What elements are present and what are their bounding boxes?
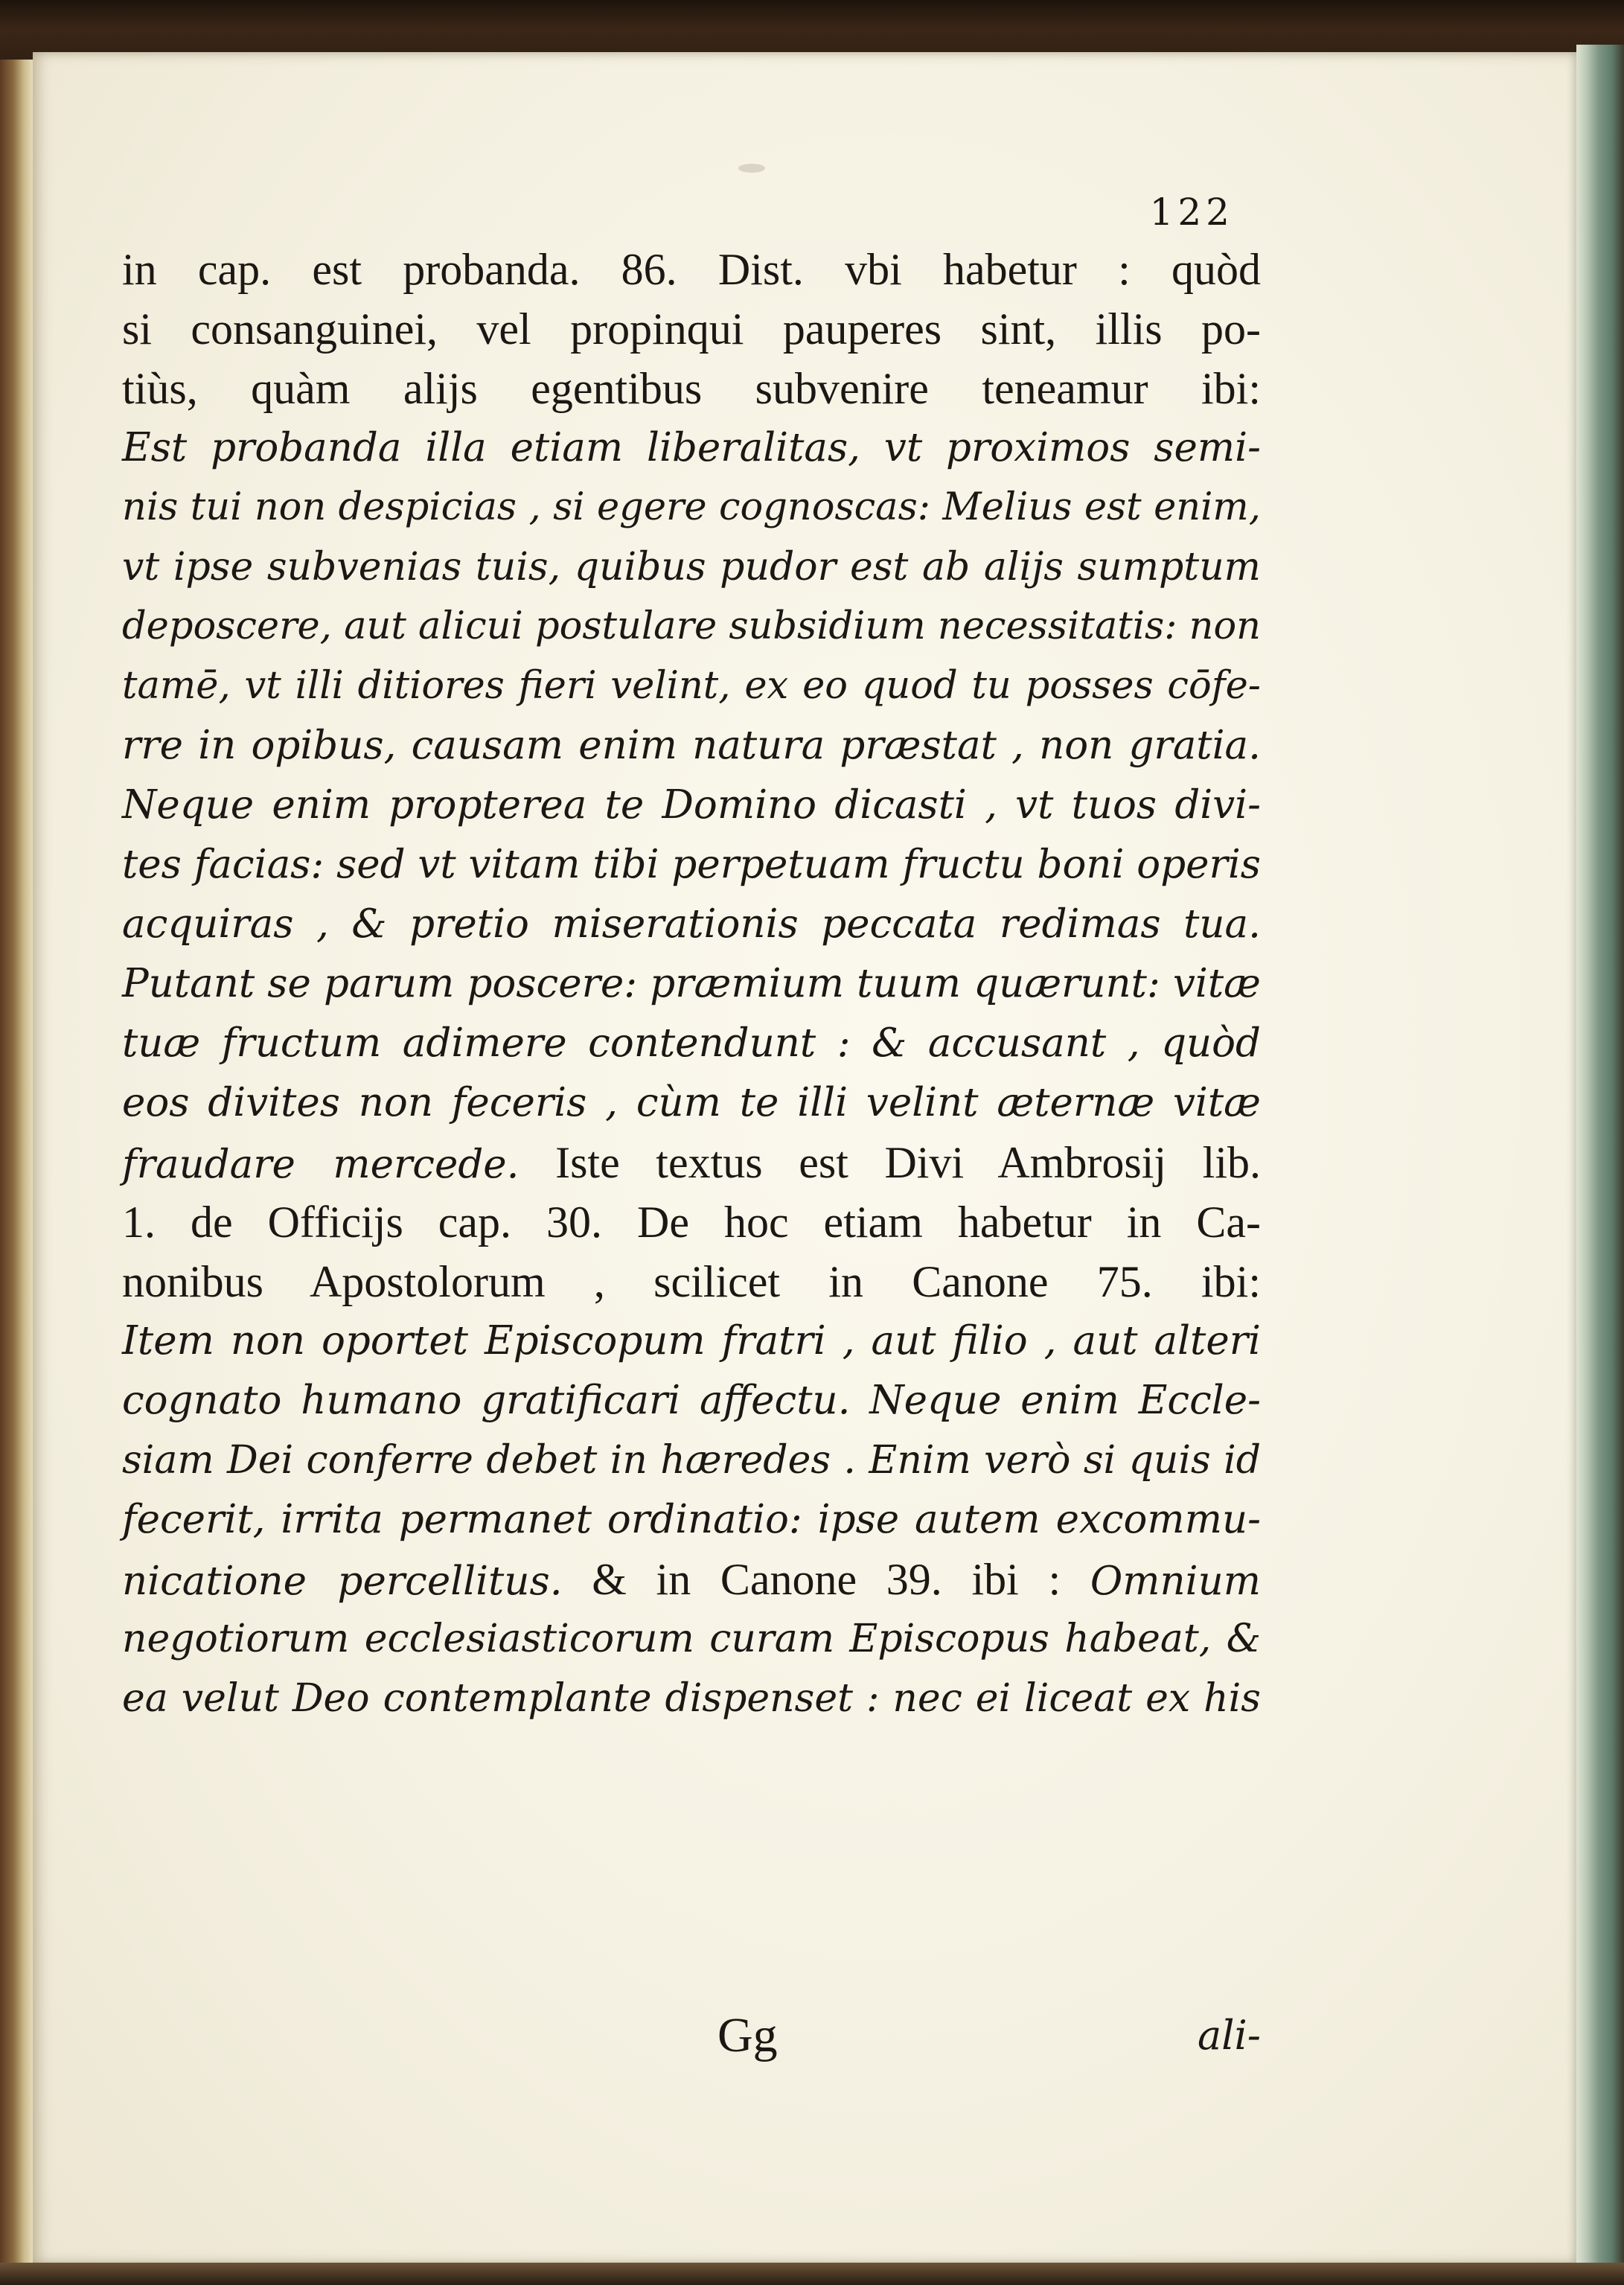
page-footer (122, 2002, 1261, 2069)
text-line: tuæ fructum adimere contendunt : & accusant , quòd (122, 1020, 1261, 1066)
roman-segment: Iste textus est Divi Ambrosij lib. (519, 1138, 1261, 1187)
catchword: ali- (1198, 2012, 1261, 2059)
text-line: Item non oportet Episcopum fratri , aut filio , aut alteri (122, 1318, 1261, 1364)
text-line: Neque enim propterea te Domino dicasti , vt tuos divi- (122, 782, 1261, 828)
text-line: fecerit, irrita permanet ordinatio: ipse autem excommu- (122, 1497, 1261, 1542)
italic-segment: Omnium (1090, 1559, 1261, 1604)
roman-segment: & in Canone 39. ibi : (562, 1555, 1090, 1604)
text-line (122, 1550, 1261, 1609)
book-page (33, 52, 1576, 2264)
text-line: nonibus Apostolorum , scilicet in Canone 75. ibi: (122, 1257, 1261, 1306)
text-line: cognato humano gratificari affectu. Neque enim Eccle- (122, 1378, 1261, 1423)
text-line: negotiorum ecclesiasticorum curam Episcopus habeat, & (122, 1617, 1261, 1661)
text-line: vt ipse subvenias tuis, quibus pudor est ab alijs sumptum (122, 545, 1261, 589)
text-line: tamē, vt illi ditiores fieri velint, ex eo quod tu posses cōfe- (122, 664, 1261, 708)
book-binding-edge (0, 60, 33, 2285)
text-line: 1. de Officijs cap. 30. De hoc etiam habetur in Ca- (122, 1198, 1261, 1247)
book-bottom-edge (0, 2263, 1624, 2285)
text-line: Putant se parum poscere: præmium tuum quærunt: vitæ (122, 961, 1261, 1006)
text-line: eos divites non feceris , cùm te illi velint æternæ vitæ (122, 1080, 1261, 1125)
text-line: tiùs, quàm alijs egentibus subvenire teneamur ibi: (122, 364, 1261, 413)
text-line: tes facias: sed vt vitam tibi perpetuam fructu boni operis (122, 842, 1261, 887)
text-line (122, 1133, 1261, 1192)
text-line: deposcere, aut alicui postulare subsidium necessitatis: non (122, 604, 1261, 648)
text-block (122, 240, 1261, 1728)
italic-segment: fraudare mercede. (122, 1142, 520, 1187)
italic-segment: nicatione percellitus. (122, 1559, 563, 1604)
signature-mark: Gg (717, 2008, 778, 2062)
text-line: rre in opibus, causam enim natura præstat , non gratia. (122, 723, 1261, 768)
text-line: nis tui non despicias , si egere cognoscas: Melius est enim, (122, 485, 1261, 529)
text-line: acquiras , & pretio miserationis peccata redimas tua. (122, 901, 1261, 947)
text-line: in cap. est probanda. 86. Dist. vbi habetur : quòd (122, 245, 1261, 294)
text-line: Est probanda illa etiam liberalitas, vt proximos semi- (122, 425, 1261, 470)
text-line: siam Dei conferre debet in hæredes . Enim verò si quis id (122, 1438, 1261, 1483)
text-line: ea velut Deo contemplante dispenset : nec ei liceat ex his (122, 1676, 1261, 1721)
text-line: si consanguinei, vel propinqui pauperes sint, illis po- (122, 304, 1261, 354)
page-block-fore-edge (1576, 45, 1624, 2285)
ink-show-through-mark (738, 164, 765, 173)
page-number: 122 (1149, 191, 1234, 234)
